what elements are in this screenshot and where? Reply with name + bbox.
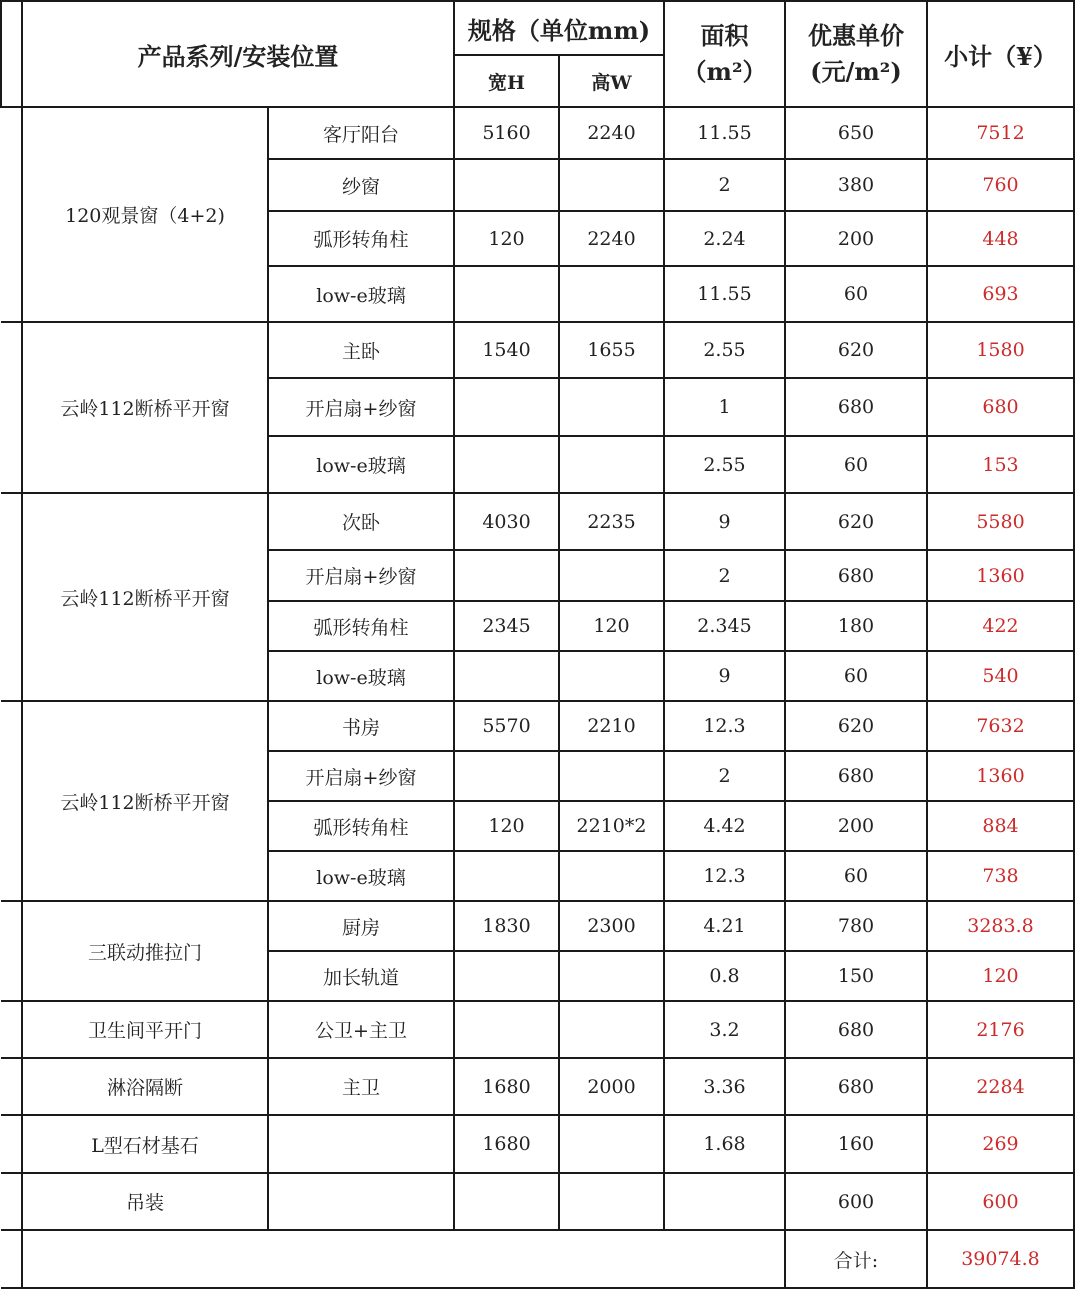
height-cell [559,651,664,701]
height-cell [559,851,664,901]
height-cell [559,951,664,1001]
total-label: 合计: [785,1230,927,1288]
unit-price-cell: 680 [785,1058,927,1115]
subtotal-cell: 884 [927,801,1074,851]
position-cell: 客厅阳台 [268,107,454,159]
subtotal-cell: 1360 [927,751,1074,801]
area-cell: 2.55 [664,436,785,493]
position-cell: 厨房 [268,901,454,951]
area-cell: 12.3 [664,701,785,751]
quote-body [1,107,1074,1230]
table-row [1,1115,1074,1173]
unit-price-cell: 620 [785,701,927,751]
header-subtotal: 小计（¥） [927,1,1074,107]
position-cell: 开启扇+纱窗 [268,378,454,436]
subtotal-cell: 153 [927,436,1074,493]
position-cell: 弧形转角柱 [268,801,454,851]
subtotal-cell: 7632 [927,701,1074,751]
left-gutter-cell [1,1001,22,1058]
position-cell: 主卫 [268,1058,454,1115]
unit-price-cell: 780 [785,901,927,951]
header-area [664,1,785,107]
height-cell: 2300 [559,901,664,951]
series-cell: 云岭112断桥平开窗 [22,701,268,901]
subtotal-cell: 3283.8 [927,901,1074,951]
left-gutter-cell [1,493,22,701]
table-row [1,107,1074,159]
width-cell [454,378,559,436]
height-cell [559,1001,664,1058]
unit-price-cell: 200 [785,211,927,266]
series-cell: 三联动推拉门 [22,901,268,1001]
subtotal-cell: 448 [927,211,1074,266]
header-area-line1: 面积 [700,21,749,50]
height-cell [559,751,664,801]
table-row [1,701,1074,751]
subtotal-cell: 693 [927,266,1074,322]
height-cell: 120 [559,601,664,651]
position-cell: 公卫+主卫 [268,1001,454,1058]
position-cell: 主卧 [268,322,454,378]
height-cell [559,159,664,211]
width-cell [454,266,559,322]
left-gutter-cell [1,1058,22,1115]
width-cell: 1680 [454,1058,559,1115]
area-cell: 2.345 [664,601,785,651]
subtotal-cell: 1580 [927,322,1074,378]
table-row [1,1058,1074,1115]
series-cell: 淋浴隔断 [22,1058,268,1115]
width-cell [454,851,559,901]
width-cell: 1830 [454,901,559,951]
total-value: 39074.8 [927,1230,1074,1288]
area-cell [664,1173,785,1230]
subtotal-cell: 269 [927,1115,1074,1173]
unit-price-cell: 60 [785,851,927,901]
height-cell: 2000 [559,1058,664,1115]
series-cell: 吊装 [22,1173,268,1230]
height-cell [559,550,664,601]
header-series-position: 产品系列/安装位置 [22,1,454,107]
width-cell [454,651,559,701]
width-cell: 4030 [454,493,559,550]
header-width: 宽H [454,55,559,107]
width-cell: 120 [454,211,559,266]
position-cell: 加长轨道 [268,951,454,1001]
position-cell: low-e玻璃 [268,436,454,493]
table-row [1,493,1074,550]
unit-price-cell: 680 [785,378,927,436]
subtotal-cell: 2284 [927,1058,1074,1115]
height-cell: 2210 [559,701,664,751]
subtotal-cell: 738 [927,851,1074,901]
header-spec: 规格（单位mm) [454,1,664,55]
unit-price-cell: 60 [785,266,927,322]
width-cell [454,951,559,1001]
area-cell: 11.55 [664,266,785,322]
width-cell: 2345 [454,601,559,651]
width-cell [454,159,559,211]
width-cell [454,751,559,801]
area-cell: 12.3 [664,851,785,901]
position-cell: 开启扇+纱窗 [268,550,454,601]
width-cell [454,550,559,601]
series-cell: 120观景窗（4+2) [22,107,268,322]
width-cell: 1540 [454,322,559,378]
height-cell [559,1115,664,1173]
position-cell: 弧形转角柱 [268,211,454,266]
left-gutter-cell [1,701,22,901]
left-gutter-header [1,1,22,107]
series-cell: 卫生间平开门 [22,1001,268,1058]
position-cell: 开启扇+纱窗 [268,751,454,801]
series-cell: 云岭112断桥平开窗 [22,493,268,701]
subtotal-cell: 5580 [927,493,1074,550]
subtotal-cell: 1360 [927,550,1074,601]
width-cell: 120 [454,801,559,851]
height-cell: 1655 [559,322,664,378]
total-blank-cell [22,1230,785,1288]
subtotal-cell: 540 [927,651,1074,701]
area-cell: 3.2 [664,1001,785,1058]
subtotal-cell: 7512 [927,107,1074,159]
unit-price-cell: 680 [785,550,927,601]
area-cell: 11.55 [664,107,785,159]
table-row [1,901,1074,951]
position-cell: 纱窗 [268,159,454,211]
header-unit-price [785,1,927,107]
unit-price-cell: 60 [785,436,927,493]
area-cell: 4.21 [664,901,785,951]
area-cell: 9 [664,651,785,701]
header-unit-price-line1: 优惠单价 [808,21,904,50]
position-cell [268,1115,454,1173]
width-cell: 1680 [454,1115,559,1173]
subtotal-cell: 2176 [927,1001,1074,1058]
unit-price-cell: 160 [785,1115,927,1173]
table-row [1,322,1074,378]
position-cell: 次卧 [268,493,454,550]
unit-price-cell: 150 [785,951,927,1001]
subtotal-cell: 600 [927,1173,1074,1230]
area-cell: 4.42 [664,801,785,851]
area-cell: 2 [664,751,785,801]
width-cell [454,1173,559,1230]
unit-price-cell: 380 [785,159,927,211]
header-height: 高W [559,55,664,107]
height-cell [559,1173,664,1230]
left-gutter-cell [1,1230,22,1288]
position-cell [268,1173,454,1230]
subtotal-cell: 760 [927,159,1074,211]
unit-price-cell: 620 [785,322,927,378]
header-row-1 [1,1,1074,55]
unit-price-cell: 200 [785,801,927,851]
unit-price-cell: 680 [785,1001,927,1058]
area-cell: 2.24 [664,211,785,266]
subtotal-cell: 120 [927,951,1074,1001]
table-row [1,1173,1074,1230]
width-cell: 5160 [454,107,559,159]
area-cell: 2 [664,550,785,601]
total-row [1,1230,1074,1288]
width-cell [454,1001,559,1058]
area-cell: 1.68 [664,1115,785,1173]
series-cell: 云岭112断桥平开窗 [22,322,268,493]
height-cell: 2210*2 [559,801,664,851]
position-cell: 书房 [268,701,454,751]
left-gutter-cell [1,107,22,322]
height-cell: 2240 [559,211,664,266]
unit-price-cell: 680 [785,751,927,801]
subtotal-cell: 680 [927,378,1074,436]
position-cell: low-e玻璃 [268,651,454,701]
unit-price-cell: 620 [785,493,927,550]
left-gutter-cell [1,322,22,493]
position-cell: low-e玻璃 [268,266,454,322]
position-cell: low-e玻璃 [268,851,454,901]
area-cell: 2 [664,159,785,211]
left-gutter-cell [1,901,22,1001]
unit-price-cell: 600 [785,1173,927,1230]
area-cell: 0.8 [664,951,785,1001]
area-cell: 1 [664,378,785,436]
width-cell: 5570 [454,701,559,751]
subtotal-cell: 422 [927,601,1074,651]
height-cell [559,266,664,322]
left-gutter-cell [1,1115,22,1173]
unit-price-cell: 60 [785,651,927,701]
height-cell [559,436,664,493]
height-cell: 2240 [559,107,664,159]
width-cell [454,436,559,493]
height-cell [559,378,664,436]
height-cell: 2235 [559,493,664,550]
area-cell: 2.55 [664,322,785,378]
unit-price-cell: 180 [785,601,927,651]
table-row [1,1001,1074,1058]
header-unit-price-line2: (元/m²) [810,57,902,86]
position-cell: 弧形转角柱 [268,601,454,651]
left-gutter-cell [1,1173,22,1230]
unit-price-cell: 650 [785,107,927,159]
area-cell: 9 [664,493,785,550]
header-area-line2: （m²） [682,57,767,86]
series-cell: L型石材基石 [22,1115,268,1173]
area-cell: 3.36 [664,1058,785,1115]
